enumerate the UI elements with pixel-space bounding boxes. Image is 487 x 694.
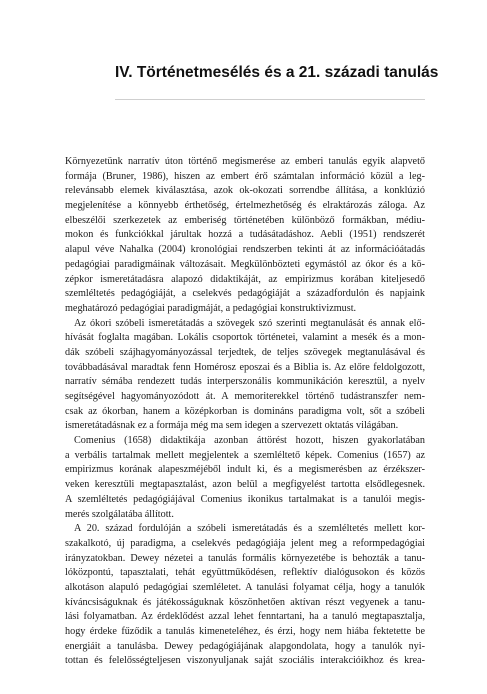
text-line: A 20. század fordulóján a szóbeli ismeretátadás és a szemléltetés mellett kor- (74, 523, 425, 535)
text-line: kíváncsiságuknak és játékosságuknak köszönhetően aktívan részt vegyenek a tanu- (65, 596, 425, 608)
text-line: hogy érdeke fűződik a tanulás kimeneteléhez, és érzi, hogy nem hiába fektetette be (65, 626, 425, 637)
text-line: továbbadásával maradtak fenn Homérosz eposzai és a Biblia is. Az előre feldolgozott, (65, 361, 425, 373)
text-line: szakalkotó, új paradigma, a cselekvés pedagógiája jelent meg a reformpedagógiai (65, 537, 425, 549)
paragraph (65, 317, 425, 435)
text-line: csak az ókorban, hanem a középkorban is domináns paradigma volt, sőt a szóbeli (65, 405, 425, 417)
text-line: dák szóbeli szájhagyományozással terjedtek, de teljes szövegek megtanulásával és (65, 346, 425, 358)
text-line: a verbális tartalmak mellett megjelentek a szemléltető képek. Comenius (1657) az (65, 449, 425, 461)
text-line: Az ókori szóbeli ismeretátadás a szövegek szó szerinti megtanulását és annak elő- (74, 317, 425, 329)
text-line: meghatározó pedagógiai paradigmáját, a pedagógiai konstruktivizmust. (65, 302, 357, 314)
title-rule (115, 99, 425, 100)
text-line: Comenius (1658) didaktikája azonban áttörést hozott, hiszen gyakorlatában (74, 435, 425, 447)
paragraph (65, 155, 425, 317)
paragraph (65, 434, 425, 522)
text-line: formája (Bruner, 1986), hiszen az embert érő számtalan információ közül a leg- (65, 170, 425, 182)
text-line: elbeszélői szerkezetek az emberiség történetében különböző formákban, médiu- (65, 214, 425, 226)
text-line: relevánsabb elemek kiválasztása, azok ok-okozati sorrendbe állítása, a konklúzió (65, 185, 425, 197)
text-line: irányzatokban. Dewey nézetei a tanulás formális környezetébe is behozták a tanu- (65, 552, 425, 564)
text-line: lási folyamatban. Az érdeklődést azzal lehet fenntartani, ha a tanuló megtapasztalja, (65, 611, 425, 623)
text-line: A szemléltetés pedagógiájával Comenius ikonikus tartalmakat is a tanulói megis- (65, 493, 425, 505)
text-line: szemléltetés pedagógiáját, a cselekvés pedagógiáját a századfordulón és napjaink (65, 288, 425, 300)
text-line: veken keresztüli megtapasztalást, azon belül a megfigyelést tartotta elsődlegesnek. (65, 479, 425, 491)
text-line: segítségével hagyományozódott át. A memoriterekkel történő tudástranszfer nem- (65, 391, 425, 402)
text-line: Környezetünk narratív úton történő megismerése az emberi tanulás egyik alapvető (65, 156, 425, 167)
body-text (65, 155, 425, 669)
chapter-title: IV. Történetmesélés és a 21. századi tanulás (115, 64, 439, 81)
text-line: megjelenítése a könnyebb érthetőség, értelmezhetőség és elraktározás záloga. Az (65, 200, 425, 212)
text-line: lóközpontú, tapasztalati, tehát együttműködésen, reflektív dialógusokon és közös (65, 567, 425, 579)
text-line: alapul véve Nahalka (2004) kronológiai rendszerben tekinti át az információátadás (65, 244, 425, 256)
text-line: zépkor ismeretátadásra alapozó didaktikáját, az empirizmus korában kiteljesedő (65, 273, 425, 285)
text-line: empirizmus korának alapeszméjéből indult ki, és a megismerésben az érzékszer- (65, 464, 425, 476)
text-line: tottan és felelősségteljesen viszonyuljanak saját szociális interakcióikhoz és krea- (65, 655, 425, 667)
text-line: mokon és funkciókkal járultak hozzá a tudásátadáshoz. Aebli (1951) rendszerét (65, 229, 425, 241)
paragraph (65, 522, 425, 669)
text-line: pedagógiai paradigmáinak változásait. Megkülönbözteti egymástól az ókor és a kö- (65, 258, 425, 270)
text-line: merés szolgálatába állított. (65, 508, 174, 520)
text-line: hívását foglalta magában. Lokális csoportok történetei, valamint a mesék és a mon- (65, 332, 425, 344)
text-line: ismeretátadásnak ez a formája még ma sem idegen a szervezett oktatás világában. (65, 420, 399, 432)
text-line: energiáit a tanulásba. Dewey pedagógiájának alapgondolata, hogy a tanulók nyi- (65, 640, 425, 652)
text-line: narratív sémába rendezett tudás interperszonális kommunikáción keresztül, a nyelv (65, 376, 425, 388)
text-line: alkotáson alapuló pedagógiai szemléletet. A tanulási folyamat célja, hogy a tanulók (65, 581, 425, 593)
